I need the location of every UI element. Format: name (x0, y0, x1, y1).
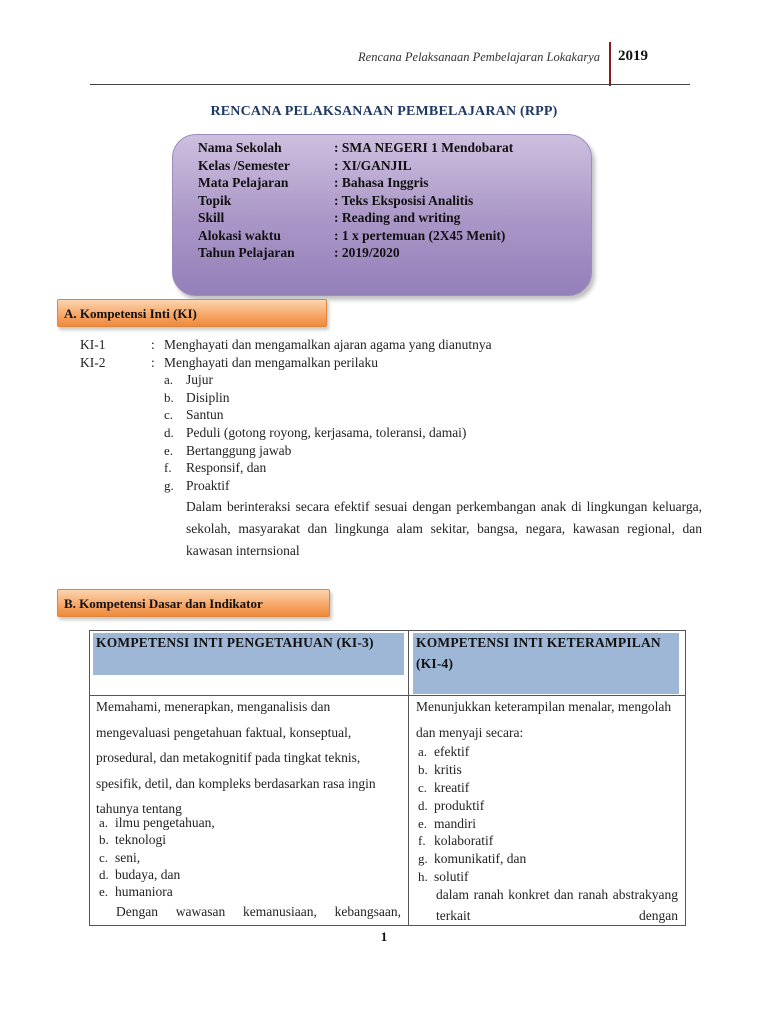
ki-2-code: KI-2 (80, 354, 106, 370)
list-item-marker: a. (164, 372, 174, 387)
header-document-title: Rencana Pelaksanaan Pembelajaran Lokakarya (358, 50, 600, 64)
ki4-paragraph: Menunjukkan keterampilan menalar, mengolah dan menyaji secara: (416, 699, 672, 740)
list-item-marker: b. (164, 389, 174, 405)
list-item-marker: g. (164, 478, 174, 493)
list-item-marker: c. (99, 850, 109, 865)
ki-1-code: KI-1 (80, 337, 106, 352)
section-a-header: A. Kompetensi Inti (KI) (57, 299, 327, 327)
header-rule (90, 84, 690, 85)
list-item-marker: c. (164, 407, 174, 422)
ki-2-text: Menghayati dan mengamalkan perilaku (164, 354, 379, 370)
list-item-marker: d. (164, 425, 174, 440)
list-item: kritis (434, 762, 462, 777)
list-item-marker: a. (418, 744, 428, 759)
list-item: Santun (186, 407, 224, 422)
ki-1-text: Menghayati dan mengamalkan ajaran agama yang dianutnya (164, 337, 492, 352)
section-b-header: B. Kompetensi Dasar dan Indikator (57, 589, 330, 617)
list-item: mandiri (434, 816, 476, 831)
list-item: kolaboratif (434, 833, 494, 848)
info-row-year: Tahun Pelajaran : 2019/2020 (198, 245, 400, 260)
list-item-marker: d. (418, 798, 428, 813)
list-item-marker: e. (99, 884, 109, 899)
table-header-ki4: KOMPETENSI INTI KETERAMPILAN (KI-4) (416, 635, 661, 671)
list-item: Proaktif (186, 478, 230, 493)
info-row-topic: Topik : Teks Eksposisi Analitis (198, 192, 474, 208)
list-item-marker: b. (418, 762, 428, 777)
ki-1-colon: : (151, 337, 155, 352)
list-item: Peduli (gotong royong, kerjasama, toleransi, damai) (186, 425, 467, 440)
list-item: Jujur (186, 372, 213, 387)
page-number: 1 (380, 929, 388, 944)
list-item: seni, (115, 850, 141, 865)
info-row-time: Alokasi waktu : 1 x pertemuan (2X45 Menit) (198, 227, 506, 243)
header-separator (609, 42, 611, 86)
list-item: solutif (434, 869, 469, 884)
info-row-subject: Mata Pelajaran : Bahasa Inggris (198, 175, 429, 190)
header-year: 2019 (618, 48, 648, 64)
info-row-school: Nama Sekolah : SMA NEGERI 1 Mendobarat (198, 140, 514, 155)
list-item: humaniora (115, 884, 173, 899)
page-title: RENCANA PELAKSANAAN PEMBELAJARAN (RPP) (210, 104, 558, 119)
list-item-marker: h. (418, 869, 428, 884)
info-row-skill: Skill : Reading and writing (198, 210, 461, 225)
info-row-class: Kelas /Semester : XI/GANJIL (198, 157, 412, 173)
list-item: budaya, dan (115, 867, 181, 882)
table-column-divider (408, 630, 409, 926)
list-item: Bertanggung jawab (186, 442, 292, 458)
list-item-marker: e. (418, 816, 428, 831)
list-item: komunikatif, dan (434, 851, 527, 866)
list-item-marker: g. (418, 851, 428, 866)
list-item-marker: f. (418, 833, 426, 848)
list-item: Responsif, dan (186, 460, 267, 475)
ki4-trailing-text: dalam ranah konkret dan ranah abstrakyang terkait dengan (436, 887, 678, 923)
list-item-marker: e. (164, 442, 174, 458)
section-a-paragraph: Dalam berinteraksi secara efektif sesuai dengan perkembangan anak di lingkungan keluarga, sekolah, masyarakat dan lingkunga alam sekitar, bangsa, negara, kawasan regional, dan kawasan internsional (186, 499, 702, 558)
ki3-trailing-text: Dengan wawasan kemanusiaan, kebangsaan, (116, 904, 401, 919)
table-header-ki3: KOMPETENSI INTI PENGETAHUAN (KI-3) (96, 635, 374, 650)
list-item-marker: b. (99, 832, 109, 847)
list-item: Disiplin (186, 389, 230, 405)
list-item-marker: d. (99, 867, 109, 882)
list-item: ilmu pengetahuan, (115, 815, 215, 830)
list-item-marker: a. (99, 815, 109, 830)
ki-2-colon: : (151, 354, 155, 370)
list-item: kreatif (434, 780, 470, 795)
list-item-marker: c. (418, 780, 428, 795)
ki3-paragraph: Memahami, menerapkan, menganalisis dan mengevaluasi pengetahuan faktual, konseptual, prosedural, dan metakognitif pada tingkat teknis, spesifik, detil, dan kompleks berdasarkan rasa ingin tahunya tentang (96, 699, 376, 816)
list-item: produktif (434, 798, 485, 813)
list-item: efektif (434, 744, 470, 759)
list-item-marker: f. (164, 460, 172, 475)
list-item: teknologi (115, 832, 166, 847)
